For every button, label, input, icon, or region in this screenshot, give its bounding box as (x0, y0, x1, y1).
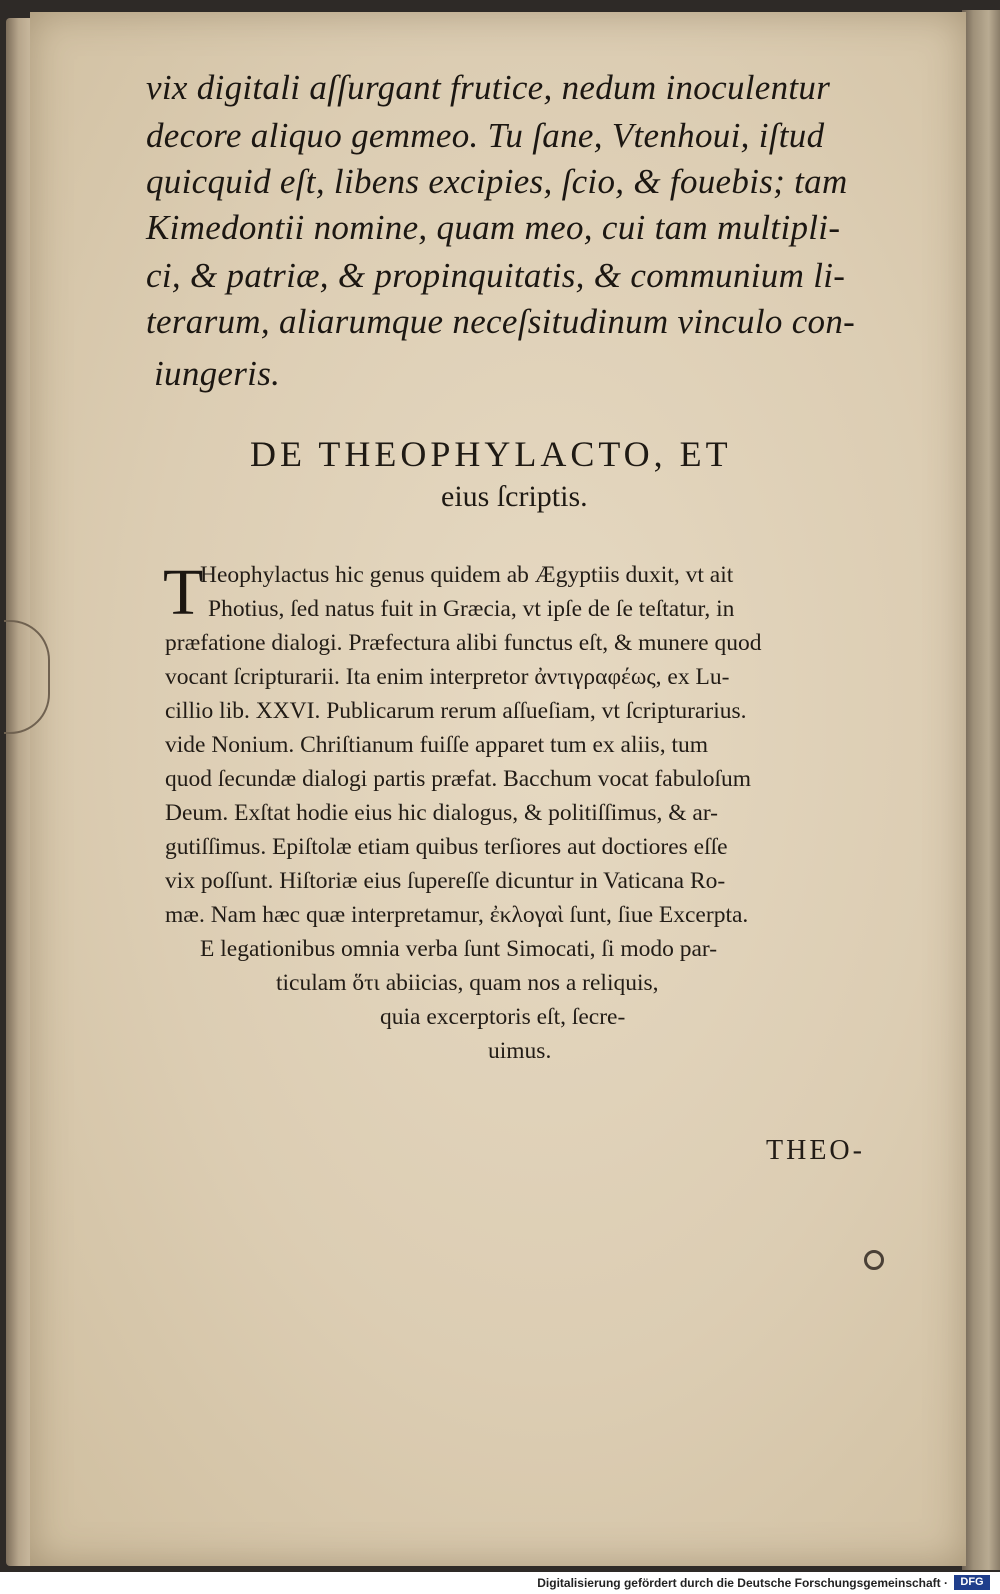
drop-cap: T (163, 556, 204, 629)
body-line: cillio lib. XXVI. Publicarum rerum aſſueſiam, vt ſcripturarius. (165, 698, 747, 724)
body-line: præfatione dialogi. Præfectura alibi functus eſt, & munere quod (165, 630, 762, 656)
body-line: gutiſſimus. Epiſtolæ etiam quibus terſiores aut doctiores eſſe (165, 834, 728, 860)
body-line: Deum. Exſtat hodie eius hic dialogus, & politiſſimus, & ar- (165, 800, 719, 826)
ornament-circle-icon (864, 1250, 884, 1270)
body-line: vix poſſunt. Hiſtoriæ eius ſupereſſe dicuntur in Vaticana Ro- (165, 868, 726, 894)
body-line: Photius, ſed natus fuit in Græcia, vt ipſe de ſe teſtatur, in (208, 596, 735, 622)
body-line: uimus. (488, 1038, 552, 1064)
footer-bar (0, 1572, 1000, 1594)
section-heading: DE THEOPHYLACTO, ET (250, 434, 732, 474)
footer-credit: Digitalisierung gefördert durch die Deutsche Forschungsgemeinschaft · (537, 1576, 948, 1590)
dedication-line: Kimedontii nomine, quam meo, cui tam multipli- (146, 208, 841, 247)
body-line: vocant ſcripturarii. Ita enim interpretor ἀντιγραφέως, ex Lu- (165, 664, 730, 690)
dedication-line: ci, & patriæ, & propinquitatis, & communium li- (146, 256, 846, 295)
dedication-line: iungeris. (154, 354, 281, 393)
body-line: mæ. Nam hæc quæ interpretamur, ἐκλογαὶ ſunt, ſiue Excerpta. (165, 902, 749, 928)
dedication-line: decore aliquo gemmeo. Tu ſane, Vtenhoui, iſtud (146, 116, 825, 155)
body-line: ticulam ὅτι abiicias, quam nos a reliquis, (276, 970, 659, 996)
body-line: quia excerptoris eſt, ſecre- (380, 1004, 626, 1030)
body-line: Heophylactus hic genus quidem ab Ægyptiis duxit, vt ait (200, 562, 734, 588)
catchword: THEO- (766, 1135, 865, 1166)
body-line: E legationibus omnia verba ſunt Simocati, ſi modo par- (200, 936, 718, 962)
dedication-line: quicquid eſt, libens excipies, ſcio, & fouebis; tam (146, 162, 848, 201)
dfg-logo: DFG (954, 1575, 990, 1590)
book-edge-right (962, 10, 1000, 1570)
body-line: vide Nonium. Chriſtianum fuiſſe apparet tum ex aliis, tum (165, 732, 709, 758)
dedication-line: vix digitali aſſurgant frutice, nedum inoculentur (146, 68, 831, 107)
dedication-line: terarum, aliarumque neceſsitudinum vinculo con- (146, 302, 856, 341)
body-line: quod ſecundæ dialogi partis præfat. Bacchum vocat fabuloſum (165, 766, 752, 792)
section-subheading: eius ſcriptis. (441, 480, 588, 513)
